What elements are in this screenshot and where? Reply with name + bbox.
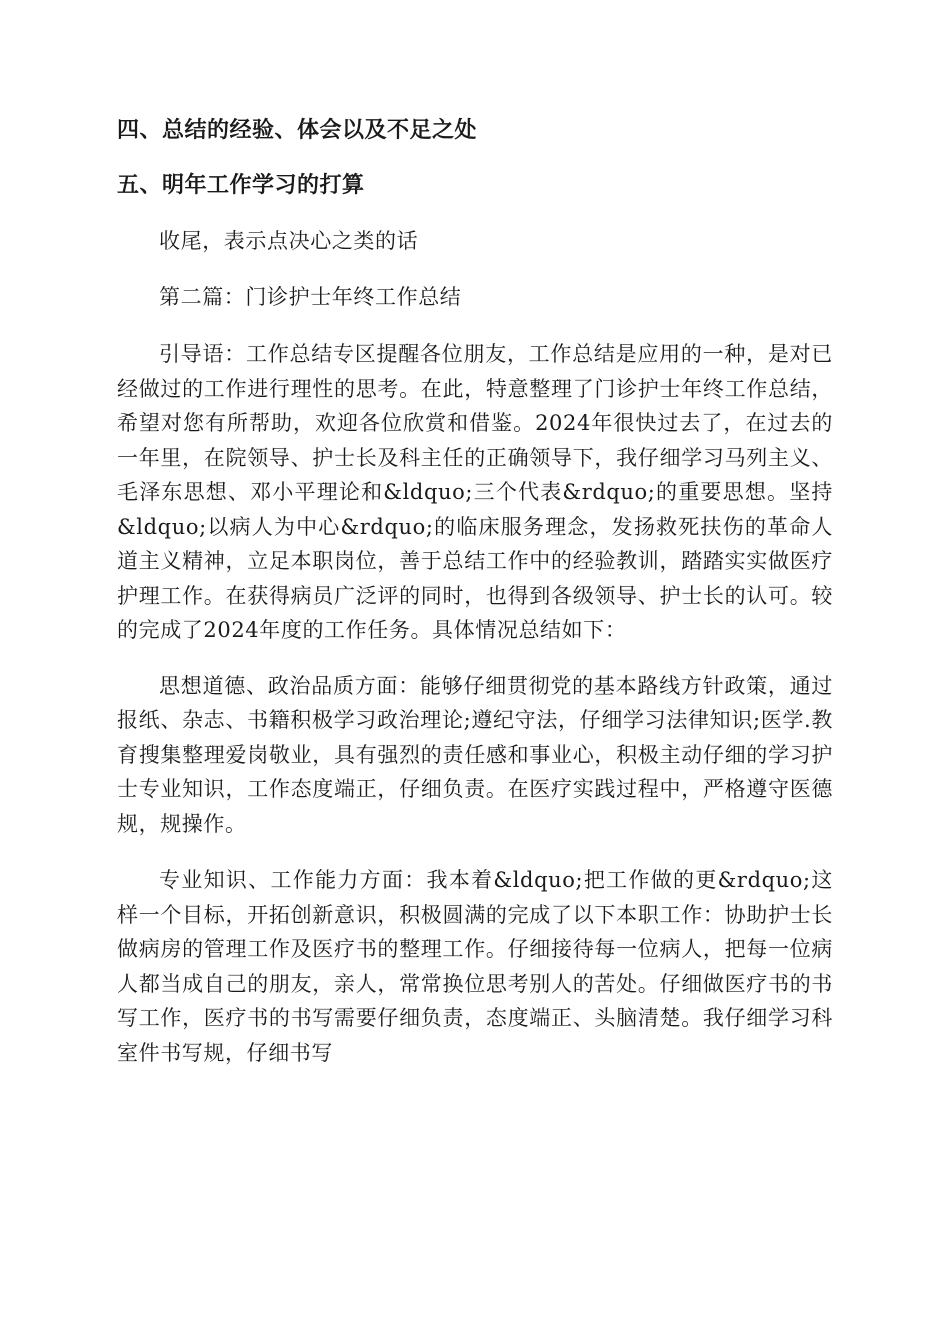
part-two-title: 第二篇：门诊护士年终工作总结 [159, 284, 462, 309]
skills-paragraph: 专业知识、工作能力方面：我本着&ldquo;把工作做的更&rdquo;这样一个目标，开拓创新意识，积极圆满的完成了以下本职工作：协助护士长做病房的管理工作及医疗书的整理工作。仔细接待每一位病人，把每一位病人都当成自己的朋友，亲人，常常换位思考别人的苦处。仔细做医疗书的书写工作，医疗书的书写需要仔细负责，态度端正、头脑清楚。我仔细学习科室件书写规，仔细书写 [117, 868, 833, 1065]
section-heading-lessons: 四、总结的经验、体会以及不足之处 [117, 118, 478, 143]
document-page [117, 108, 833, 1070]
intro-paragraph: 引导语：工作总结专区提醒各位朋友，工作总结是应用的一种，是对已经做过的工作进行理性的思考。在此，特意整理了门诊护士年终工作总结，希望对您有所帮助，欢迎各位欣赏和借鉴。2024年很快过去了，在过去的一年里，在院领导、护士长及科主任的正确领导下，我仔细学习马列主义、毛泽东思想、邓小平理论和&ldquo;三个代表&rdquo;的重要思想。坚持&ldquo;以病人为中心&rdquo;的临床服务理念，发扬救死扶伤的革命人道主义精神，立足本职岗位，善于总结工作中的经验教训，踏踏实实做医疗护理工作。在获得病员广泛评的同时，也得到各级领导、护士长的认可。较的完成了2024年度的工作任务。具体情况总结如下： [117, 342, 833, 642]
ideology-paragraph: 思想道德、政治品质方面：能够仔细贯彻党的基本路线方针政策，通过报纸、杂志、书籍积极学习政治理论;遵纪守法，仔细学习法律知识;医学.教育搜集整理爱岗敬业，具有强烈的责任感和事业心，积极主动仔细的学习护士专业知识，工作态度端正，仔细负责。在医疗实践过程中，严格遵守医德规，规操作。 [117, 673, 833, 836]
closing-note: 收尾，表示点决心之类的话 [159, 229, 419, 253]
section-heading-next-year-plan: 五、明年工作学习的打算 [117, 173, 365, 198]
